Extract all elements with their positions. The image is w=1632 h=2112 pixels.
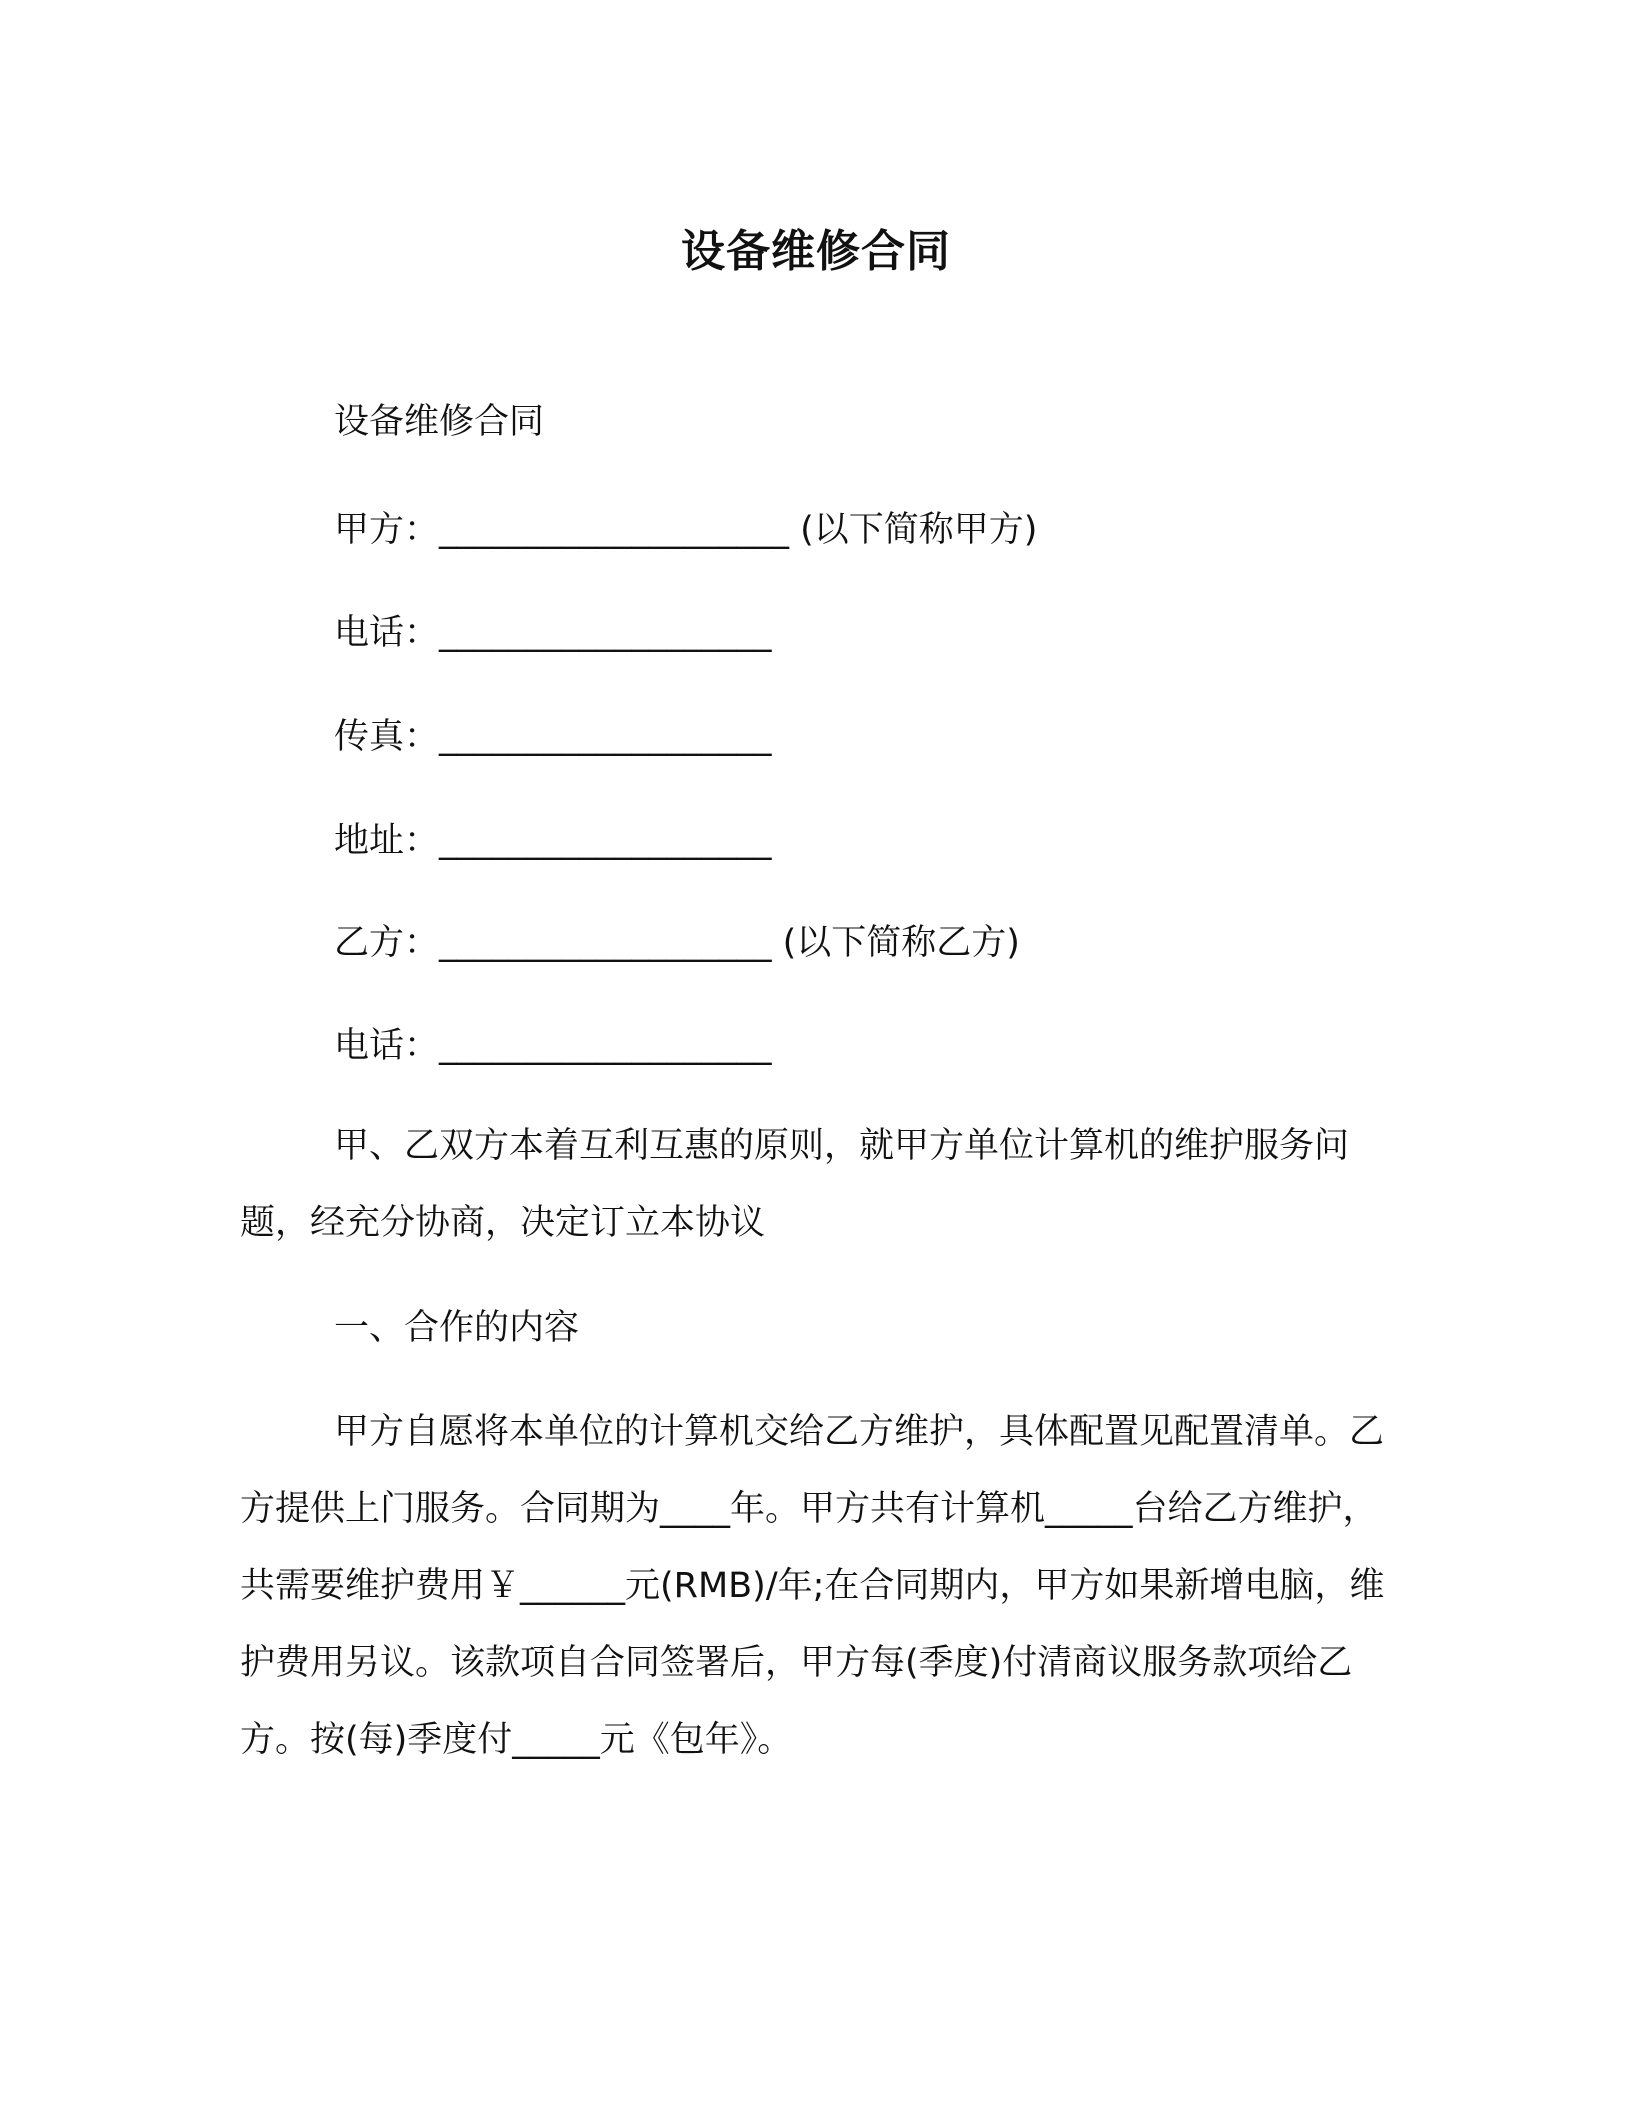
section1-heading: 一、合作的内容 xyxy=(334,1308,580,1348)
phone-b-field: 电话：___________________ xyxy=(334,1026,772,1066)
section1-body-text: 甲方自愿将本单位的计算机交给乙方维护，具体配置见配置清单。乙方提供上门服务。合同期为____年。甲方共有计算机_____台给乙方维护，共需要维护费用￥______元(RMB)/年;在合同期内，甲方如果新增电脑，维护费用另议。该款项自合同签署后，甲方每(季度)付清商议服务款项给乙方。按(每)季度付_____元《包年》。 xyxy=(240,1412,1385,1760)
party-a-field: 甲方：____________________ (以下简称甲方) xyxy=(334,510,1038,550)
party-b-field: 乙方：___________________ (以下简称乙方) xyxy=(334,923,1020,963)
document-title: 设备维修合同 xyxy=(681,226,951,277)
phone-a-field: 电话：___________________ xyxy=(334,613,772,653)
preamble-text: 甲、乙双方本着互利互惠的原则，就甲方单位计算机的维护服务问题，经充分协商，决定订立本协议 xyxy=(240,1126,1350,1243)
preamble-paragraph xyxy=(240,1108,1410,1262)
section1-paragraph xyxy=(240,1394,1410,1779)
address-field: 地址：___________________ xyxy=(334,821,772,861)
fax-field: 传真：___________________ xyxy=(334,717,772,757)
document-subtitle: 设备维修合同 xyxy=(334,402,545,442)
